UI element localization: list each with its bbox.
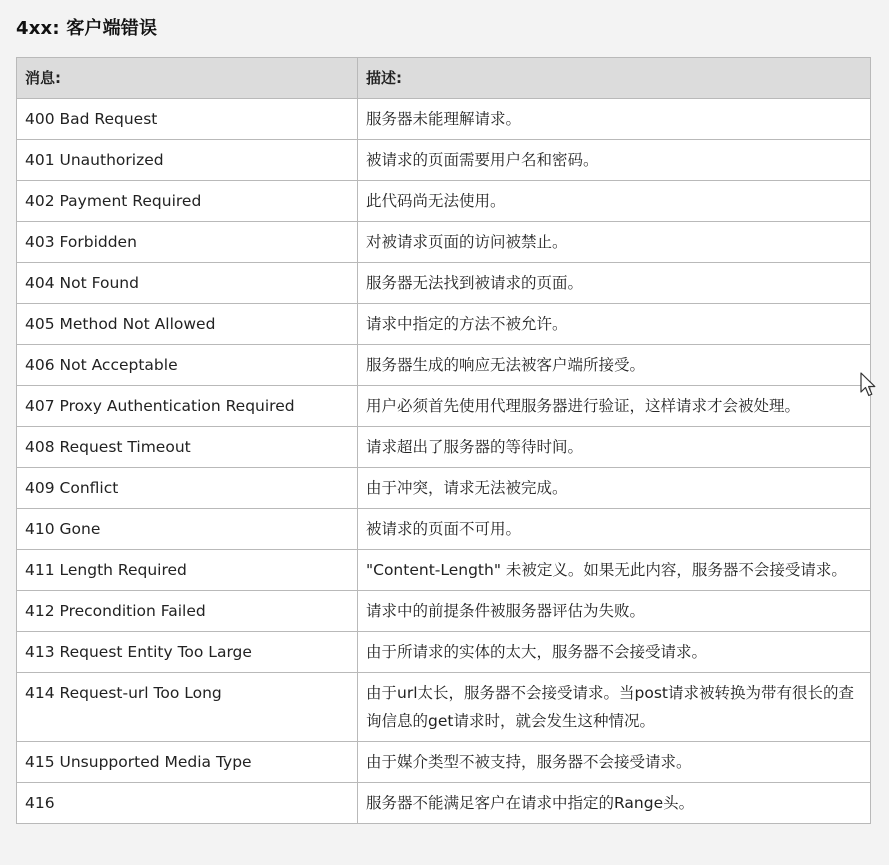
status-message-cell: 405 Method Not Allowed (17, 304, 358, 345)
status-message-cell: 400 Bad Request (17, 99, 358, 140)
status-message-cell: 410 Gone (17, 509, 358, 550)
table-row (17, 304, 871, 345)
table-row (17, 550, 871, 591)
status-description-cell: 对被请求页面的访问被禁止。 (358, 222, 871, 263)
status-description-cell: 服务器无法找到被请求的页面。 (358, 263, 871, 304)
status-message-cell: 408 Request Timeout (17, 427, 358, 468)
status-message-cell: 412 Precondition Failed (17, 591, 358, 632)
status-message-cell: 407 Proxy Authentication Required (17, 386, 358, 427)
status-description-cell: "Content-Length" 未被定义。如果无此内容，服务器不会接受请求。 (358, 550, 871, 591)
table-row (17, 222, 871, 263)
status-description-cell: 服务器未能理解请求。 (358, 99, 871, 140)
table-header-row (17, 58, 871, 99)
table-row (17, 263, 871, 304)
status-message-cell: 402 Payment Required (17, 181, 358, 222)
status-description-cell: 请求中的前提条件被服务器评估为失败。 (358, 591, 871, 632)
status-description-cell: 用户必须首先使用代理服务器进行验证，这样请求才会被处理。 (358, 386, 871, 427)
status-message-cell: 403 Forbidden (17, 222, 358, 263)
section-title: 4xx: 客户端错误 (16, 18, 158, 39)
status-description-cell: 由于所请求的实体的太大，服务器不会接受请求。 (358, 632, 871, 673)
status-description-cell: 服务器不能满足客户在请求中指定的Range头。 (358, 783, 871, 824)
status-description-cell: 请求超出了服务器的等待时间。 (358, 427, 871, 468)
status-message-cell: 404 Not Found (17, 263, 358, 304)
status-message-cell: 401 Unauthorized (17, 140, 358, 181)
status-message-cell: 413 Request Entity Too Large (17, 632, 358, 673)
table-row (17, 673, 871, 742)
status-code-table (16, 57, 871, 824)
status-message-cell: 406 Not Acceptable (17, 345, 358, 386)
status-description-cell: 由于冲突，请求无法被完成。 (358, 468, 871, 509)
table-row (17, 591, 871, 632)
table-row (17, 427, 871, 468)
status-message-cell: 416 (17, 783, 358, 824)
status-message-cell: 411 Length Required (17, 550, 358, 591)
status-description-cell: 由于url太长，服务器不会接受请求。当post请求被转换为带有很长的查询信息的get请求时，就会发生这种情况。 (358, 673, 871, 742)
table-row (17, 468, 871, 509)
table-row (17, 783, 871, 824)
table-row (17, 99, 871, 140)
table-row (17, 509, 871, 550)
status-description-cell: 此代码尚无法使用。 (358, 181, 871, 222)
mouse-pointer-icon (860, 372, 878, 398)
status-message-cell: 414 Request-url Too Long (17, 673, 358, 742)
status-description-cell: 请求中指定的方法不被允许。 (358, 304, 871, 345)
column-header-message: 消息: (17, 58, 358, 99)
column-header-description: 描述: (358, 58, 871, 99)
status-description-cell: 服务器生成的响应无法被客户端所接受。 (358, 345, 871, 386)
status-description-cell: 由于媒介类型不被支持，服务器不会接受请求。 (358, 742, 871, 783)
status-message-cell: 415 Unsupported Media Type (17, 742, 358, 783)
table-row (17, 345, 871, 386)
table-row (17, 140, 871, 181)
table-row (17, 386, 871, 427)
table-row (17, 632, 871, 673)
table-row (17, 181, 871, 222)
status-description-cell: 被请求的页面不可用。 (358, 509, 871, 550)
table-row (17, 742, 871, 783)
status-message-cell: 409 Conflict (17, 468, 358, 509)
status-description-cell: 被请求的页面需要用户名和密码。 (358, 140, 871, 181)
